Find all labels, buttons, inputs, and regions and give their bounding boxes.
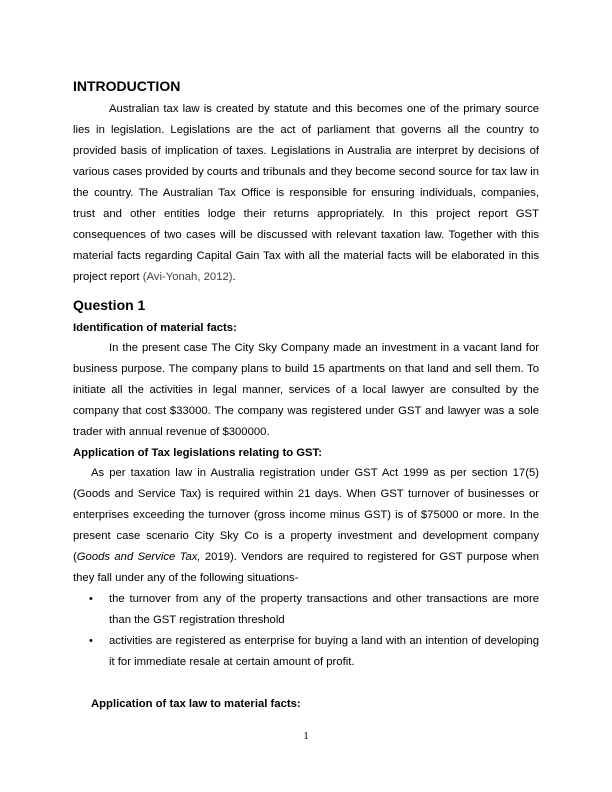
- application-citation-title: Goods and Service Tax,: [76, 551, 201, 563]
- page-number: 1: [303, 730, 309, 742]
- situations-list: [73, 589, 539, 673]
- application-text-end: ). Vendors are required to registered for GST purpose when they fall under any of the following situations-: [73, 551, 539, 584]
- material-facts-title: Identification of material facts:: [73, 322, 237, 334]
- bullet-icon: •: [89, 635, 93, 647]
- question1-heading: Question 1: [73, 297, 146, 313]
- list-item: [73, 589, 539, 631]
- material-facts-paragraph: In the present case The City Sky Company made an investment in a vacant land for business purpose. The company plans to build 15 apartments on that land and sell them. To initiate all the activities in legal manner, services of a local lawyer are consulted by the company that cost $33000. The company was registered under GST and lawyer was a sole trader with annual revenue of $300000.: [73, 342, 539, 438]
- list-item-text: activities are registered as enterprise for buying a land with an intention of developing it for immediate resale at certain amount of profit.: [109, 635, 539, 668]
- application-text-start: As per taxation law in Australia registration under GST Act 1999 as per section 17(5) (Goods and Service Tax) is required within 21 days. When GST turnover of businesses or enterprises exceeding the turnover (gross income minus GST) is of $75000 or more. In the present case scenario City Sky Co is a property investment and development company (: [73, 467, 539, 563]
- application-citation-year: 2019: [200, 551, 231, 563]
- application-paragraph: [73, 463, 539, 589]
- intro-citation: (Avi-Yonah, 2012): [142, 271, 233, 283]
- application-facts-title: Application of tax law to material facts:: [91, 698, 301, 710]
- bullet-icon: •: [89, 593, 93, 605]
- list-item-text: the turnover from any of the property transactions and other transactions are more than the GST registration threshold: [109, 593, 539, 626]
- intro-end: .: [232, 271, 236, 283]
- list-item: [73, 631, 539, 673]
- intro-text: Australian tax law is created by statute and this becomes one of the primary source lies in legislation. Legislations are the act of parliament that governs all the country to provided basis of implication of taxes. Legislations in Australia are interpret by decisions of various cases provided by courts and tribunals and they become second source for tax law in the country. The Australian Tax Office is responsible for ensuring individuals, companies, trust and other entities lodge their returns appropriately. In this project report GST consequences of two cases will be discussed with relevant taxation law. Together with this material facts regarding Capital Gain Tax with all the material facts will be elaborated in this project report: [73, 103, 539, 283]
- intro-heading: INTRODUCTION: [73, 78, 181, 94]
- application-title: Application of Tax legislations relating to GST:: [73, 447, 322, 459]
- page-content: [73, 78, 539, 714]
- intro-paragraph: [73, 99, 539, 288]
